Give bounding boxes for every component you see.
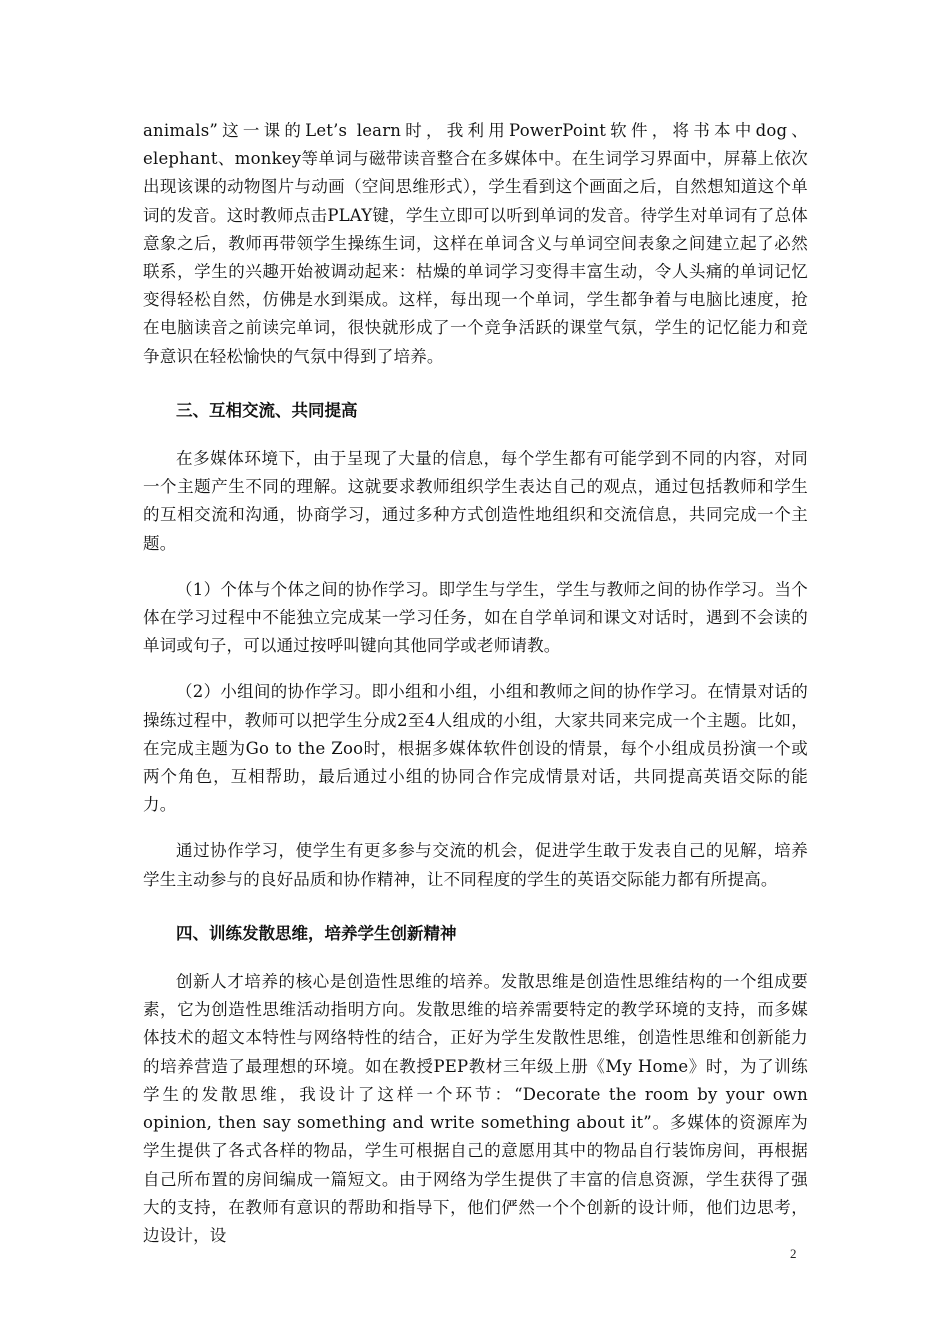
section-heading-4: 四、训练发散思维，培养学生创新精神 xyxy=(176,923,457,943)
page-number: 2 xyxy=(790,1246,797,1261)
paragraph-exchange: 在多媒体环境下，由于呈现了大量的信息，每个学生都有可能学到不同的内容，对同一个主题产生不同的理解。这就要求教师组织学生表达自己的观点，通过包括教师和学生的互相交流和沟通，协商学习，通过多种方式创造性地组织和交流信息，共同完成一个主题。 xyxy=(143,449,808,553)
paragraph-collab-summary: 通过协作学习，使学生有更多参与交流的机会，促进学生敢于发表自己的见解，培养学生主动参与的良好品质和协作精神，让不同程度的学生的英语交际能力都有所提高。 xyxy=(143,841,808,889)
section-heading-3: 三、互相交流、共同提高 xyxy=(176,400,358,420)
paragraph-divergent-thinking: 创新人才培养的核心是创造性思维的培养。发散思维是创造性思维结构的一个组成要素，它为创造性思维活动指明方向。发散思维的培养需要特定的教学环境的支持，而多媒体技术的超文本特性与网络特性的结合，正好为学生发散性思维，创造性思维和创新能力的培养营造了最理想的环境。如在教授PEP教材三年级上册《My Home》时，为了训练学生的发散思维，我设计了这样一个环节：“Decorate the room by your own opinion, then say something and write something about it”。多媒体的资源库为学生提供了各式各样的物品，学生可根据自己的意愿用其中的物品自行装饰房间，再根据自己所布置的房间编成一篇短文。由于网络为学生提供了丰富的信息资源，学生获得了强大的支持，在教师有意识的帮助和指导下，他们俨然一个个创新的设计师，他们边思考，边设计，设 xyxy=(143,972,808,1245)
paragraph-animals-lesson: animals”这一课的Let’s learn时，我利用PowerPoint软件，将书本中dog、elephant、monkey等单词与磁带读音整合在多媒体中。在生词学习界面中，屏幕上依次出现该课的动物图片与动画（空间思维形式），学生看到这个画面之后，自然想知道这个单词的发音。这时教师点击PLAY键，学生立即可以听到单词的发音。待学生对单词有了总体意象之后，教师再带领学生操练生词，这样在单词含义与单词空间表象之间建立起了必然联系，学生的兴趣开始被调动起来：枯燥的单词学习变得丰富生动，令人头痛的单词记忆变得轻松自然，仿佛是水到渠成。这样，每出现一个单词，学生都争着与电脑比速度，抢在电脑读音之前读完单词，很快就形成了一个竞争活跃的课堂气氛，学生的记忆能力和竞争意识在轻松愉快的气氛中得到了培养。 xyxy=(143,121,808,366)
paragraph-individual-collab: （1）个体与个体之间的协作学习。即学生与学生，学生与教师之间的协作学习。当个体在学习过程中不能独立完成某一学习任务，如在自学单词和课文对话时，遇到不会读的单词或句子，可以通过按呼叫键向其他同学或老师请教。 xyxy=(143,579,808,656)
paragraph-group-collab: （2）小组间的协作学习。即小组和小组，小组和教师之间的协作学习。在情景对话的操练过程中，教师可以把学生分成2至4人组成的小组，大家共同来完成一个主题。比如，在完成主题为Go to the Zoo时，根据多媒体软件创设的情景，每个小组成员扮演一个或两个角色，互相帮助，最后通过小组的协同合作完成情景对话，共同提高英语交际的能力。 xyxy=(143,682,808,815)
document-page xyxy=(143,117,808,1250)
